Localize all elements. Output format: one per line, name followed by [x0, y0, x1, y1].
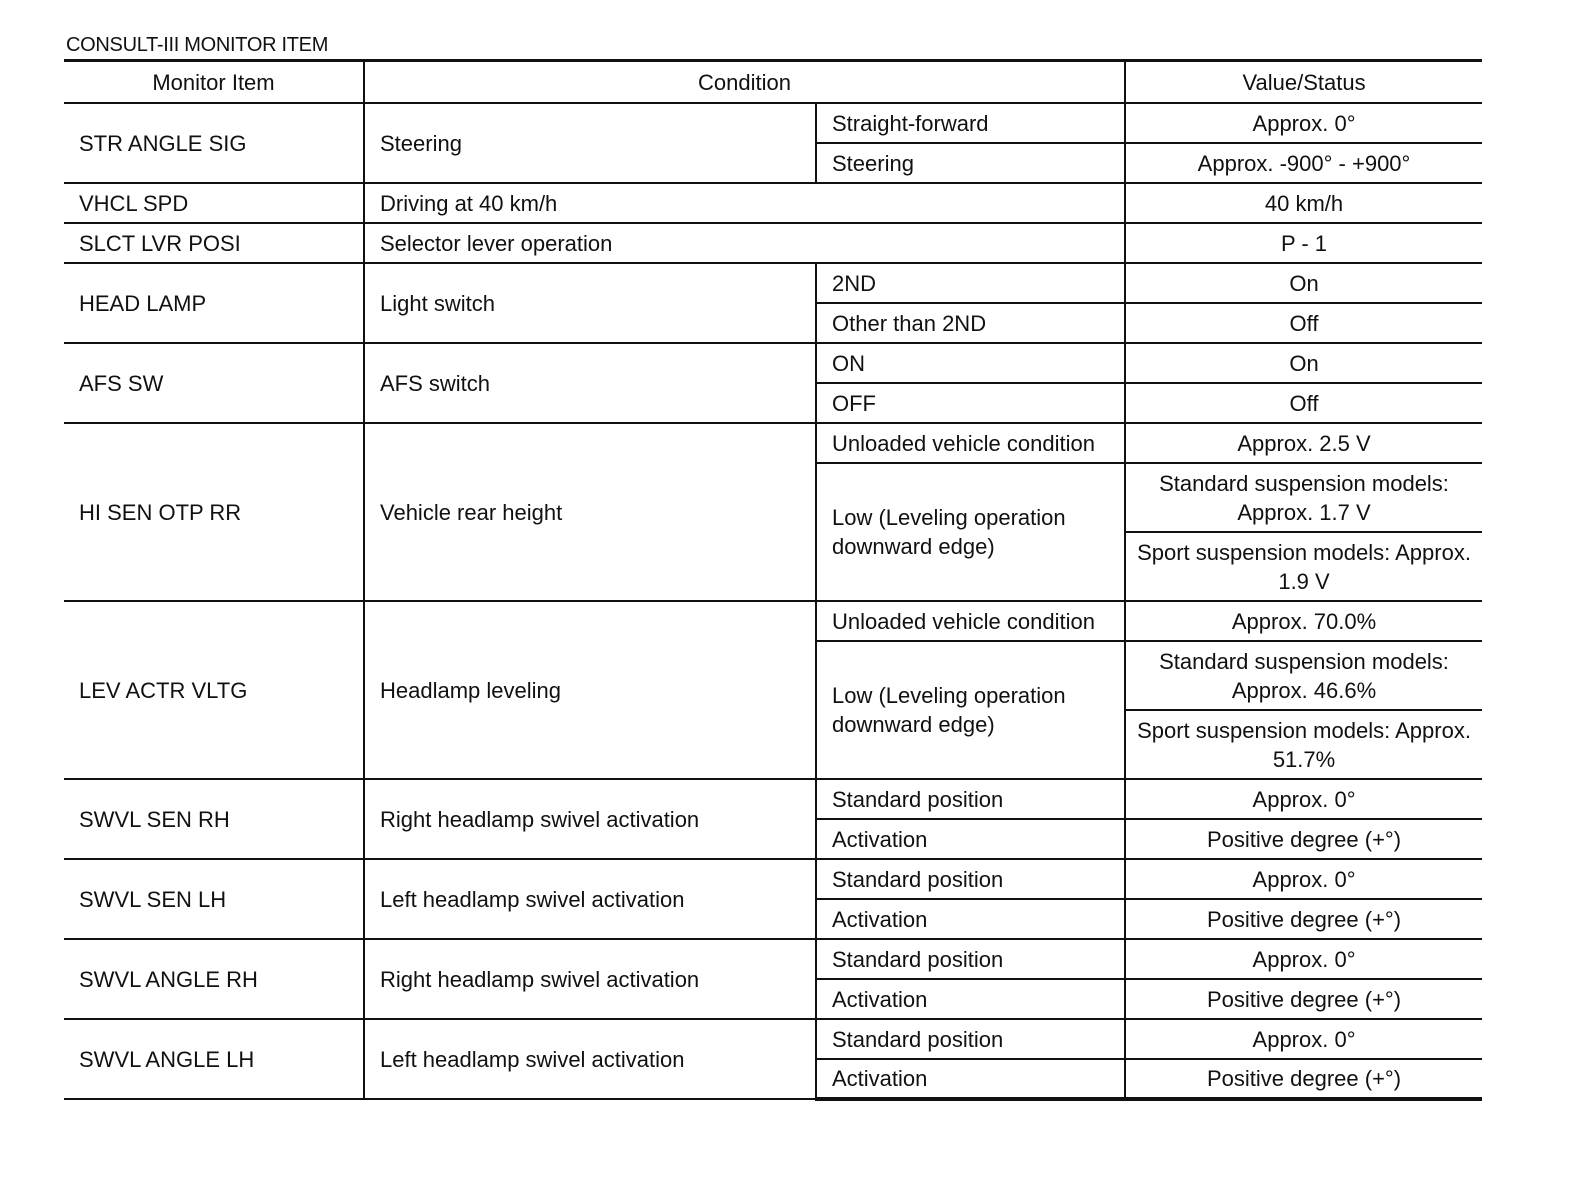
- table-row: [64, 779, 1482, 819]
- header-monitor-item: Monitor Item: [64, 61, 364, 104]
- monitor-item-cell: SWVL ANGLE RH: [64, 939, 364, 1019]
- table-row: [64, 423, 1482, 463]
- sub-condition-cell: OFF: [816, 383, 1125, 423]
- condition-cell: Left headlamp swivel activation: [364, 859, 816, 939]
- sub-condition-cell: Other than 2ND: [816, 303, 1125, 343]
- condition-cell: AFS switch: [364, 343, 816, 423]
- condition-cell: Right headlamp swivel activation: [364, 779, 816, 859]
- value-cell: On: [1125, 263, 1482, 303]
- value-cell: Approx. 2.5 V: [1125, 423, 1482, 463]
- monitor-item-cell: VHCL SPD: [64, 183, 364, 223]
- monitor-item-cell: SLCT LVR POSI: [64, 223, 364, 263]
- value-cell: Approx. -900° - +900°: [1125, 143, 1482, 183]
- value-cell: Off: [1125, 303, 1482, 343]
- sub-condition-cell: Steering: [816, 143, 1125, 183]
- sub-condition-cell: Activation: [816, 979, 1125, 1019]
- table-row: [64, 601, 1482, 641]
- value-cell: Standard suspension models: Approx. 1.7 V: [1125, 463, 1482, 532]
- value-cell: Standard suspension models: Approx. 46.6%: [1125, 641, 1482, 710]
- sub-condition-cell: Unloaded vehicle condition: [816, 423, 1125, 463]
- sub-condition-cell: Low (Leveling operation downward edge): [816, 463, 1125, 601]
- sub-condition-cell: Unloaded vehicle condition: [816, 601, 1125, 641]
- condition-cell: Driving at 40 km/h: [364, 183, 1125, 223]
- value-cell: 40 km/h: [1125, 183, 1482, 223]
- value-cell: Positive degree (+°): [1125, 979, 1482, 1019]
- monitor-item-cell: HI SEN OTP RR: [64, 423, 364, 601]
- value-cell: Positive degree (+°): [1125, 899, 1482, 939]
- header-condition: Condition: [364, 61, 1125, 104]
- table-row: [64, 939, 1482, 979]
- document-title: CONSULT-III MONITOR ITEM: [66, 34, 329, 56]
- header-value-status: Value/Status: [1125, 61, 1482, 104]
- sub-condition-cell: Straight-forward: [816, 103, 1125, 143]
- sub-condition-cell: ON: [816, 343, 1125, 383]
- monitor-item-cell: HEAD LAMP: [64, 263, 364, 343]
- monitor-item-cell: SWVL ANGLE LH: [64, 1019, 364, 1099]
- table-row: [64, 859, 1482, 899]
- value-cell: P - 1: [1125, 223, 1482, 263]
- value-cell: Sport suspension models: Approx. 1.9 V: [1125, 532, 1482, 601]
- table-row: [64, 263, 1482, 303]
- value-cell: Approx. 0°: [1125, 859, 1482, 899]
- condition-cell: Right headlamp swivel activation: [364, 939, 816, 1019]
- sub-condition-cell: Standard position: [816, 1019, 1125, 1059]
- sub-condition-cell: 2ND: [816, 263, 1125, 303]
- condition-cell: Vehicle rear height: [364, 423, 816, 601]
- monitor-item-table: [64, 59, 1482, 1101]
- condition-cell: Headlamp leveling: [364, 601, 816, 779]
- value-cell: Approx. 0°: [1125, 779, 1482, 819]
- sub-condition-cell: Standard position: [816, 859, 1125, 899]
- sub-condition-cell: Standard position: [816, 939, 1125, 979]
- monitor-item-cell: AFS SW: [64, 343, 364, 423]
- sub-condition-cell: Activation: [816, 1059, 1125, 1099]
- sub-condition-cell: Standard position: [816, 779, 1125, 819]
- condition-cell: Left headlamp swivel activation: [364, 1019, 816, 1099]
- value-cell: Approx. 0°: [1125, 939, 1482, 979]
- table-row: [64, 103, 1482, 143]
- value-cell: Sport suspension models: Approx. 51.7%: [1125, 710, 1482, 779]
- monitor-item-cell: SWVL SEN RH: [64, 779, 364, 859]
- value-cell: Approx. 0°: [1125, 1019, 1482, 1059]
- sub-condition-cell: Activation: [816, 899, 1125, 939]
- value-cell: Approx. 0°: [1125, 103, 1482, 143]
- condition-cell: Steering: [364, 103, 816, 183]
- table-row: [64, 1019, 1482, 1059]
- value-cell: Positive degree (+°): [1125, 819, 1482, 859]
- sub-condition-cell: Activation: [816, 819, 1125, 859]
- value-cell: On: [1125, 343, 1482, 383]
- table-row: [64, 343, 1482, 383]
- monitor-item-cell: STR ANGLE SIG: [64, 103, 364, 183]
- value-cell: Approx. 70.0%: [1125, 601, 1482, 641]
- table-row: [64, 183, 1482, 223]
- value-cell: Positive degree (+°): [1125, 1059, 1482, 1099]
- sub-condition-cell: Low (Leveling operation downward edge): [816, 641, 1125, 779]
- condition-cell: Light switch: [364, 263, 816, 343]
- condition-cell: Selector lever operation: [364, 223, 1125, 263]
- value-cell: Off: [1125, 383, 1482, 423]
- table-row: [64, 223, 1482, 263]
- monitor-item-cell: LEV ACTR VLTG: [64, 601, 364, 779]
- header-row: [64, 61, 1482, 104]
- monitor-item-cell: SWVL SEN LH: [64, 859, 364, 939]
